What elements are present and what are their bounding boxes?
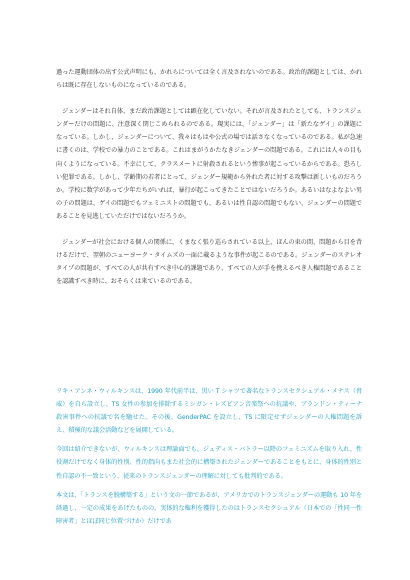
main-paragraph-2: ジェンダーはそれ自体、まだ政治課題としては顕在化していない。それが言及されたとしても、トランスジェンダーだけの問題に、注意深く閉じこめられるのである。現実には、「ジェンダー」は「新たなゲイ」の課題になっている。しかし、ジェンダーについて、我々はもはや公式の場では話さなくなっているのである。私が急速に書くのは、学校での暴力のことである。これはまがうかたなきジェンダーの問題である。これには人々の目も向くようになっている。不幸にして、クラスメートに射殺されるという惨事が起こっているからである。恐ろしい犯罪である。しかし、学齢期の若者にとって、ジェンダー規範から外れた者に対する攻撃は新しいものだろうか。学校に数学があって少年たちがいれば、暴行が起こってきたことではないだろうか。あるいはなよなよい男の子の問題は、ゲイの問題でもフェミニストの問題でも、あるいは性自認の問題でもない、ジェンダーの問題であることを見逃していただけではないだろうか。	[56, 108, 362, 220]
commentary-paragraph-2: 今回は紹介できないが、ウィルキンスは理論面でも、ジュディス・バトラー以降のフェミニズムを取り入れ、性役割だけでなく身体的性別、性的指向もまた社会的に構築されたジェンダーであることをもとに、身体的性別と性自認の不一致という、従来のトランスジェンダーの理解に対しても批判的である。	[56, 446, 362, 480]
commentary-paragraph-3: 本文は、「トランスを脱構築する」という文の一節であるが、アメリカでのトランスジェンダーの運動も 10 年を経過し、一定の成果をあげたものの、実体的な権利を獲得したのはトランスセクシュアル（日本での「性同一性障害者」とほぼ同じ位置づけか）だけであ	[56, 491, 362, 525]
commentary-block	[56, 385, 362, 534]
main-paragraph-1: 過った運動団体の出す公式声明にも、かれらについては全く言及されないのである。政治的課題としては、かれらは既に存在しないものになっているのである。	[56, 69, 362, 90]
main-paragraph-3: ジェンダーが社会における個人の関係に、くまなく張り巡らされている以上、ほんの束の間、問題から目を背けるだけで、翌朝のニューヨーク・タイムズの一面に載るような事件が起こるのである。ジェンダーのステレオタイプの問題が、すべての人が共有すべき中心的課題であり、すべての人が手を携えるべき人権問題であることを認識すべき時に、おそらくは来ているのである。	[56, 239, 362, 286]
commentary-paragraph-1: リキ・アンネ・ウィルキンスは、1990 年代前半は、黒い T シャツで著名なトランスセクシュアル・メナス（脅威）を自ら設立し、TS 女性の参加を排除するミシガン・レズビアン音楽祭への抗議や、ブランドン・ティーナ殺害事件への抗議で名を馳せた。その後、GenderPAC を設立し、TS に限定せずジェンダーの人権問題を訴え、積極的な議会活動などを展開している。	[56, 388, 362, 435]
main-text	[56, 66, 362, 301]
